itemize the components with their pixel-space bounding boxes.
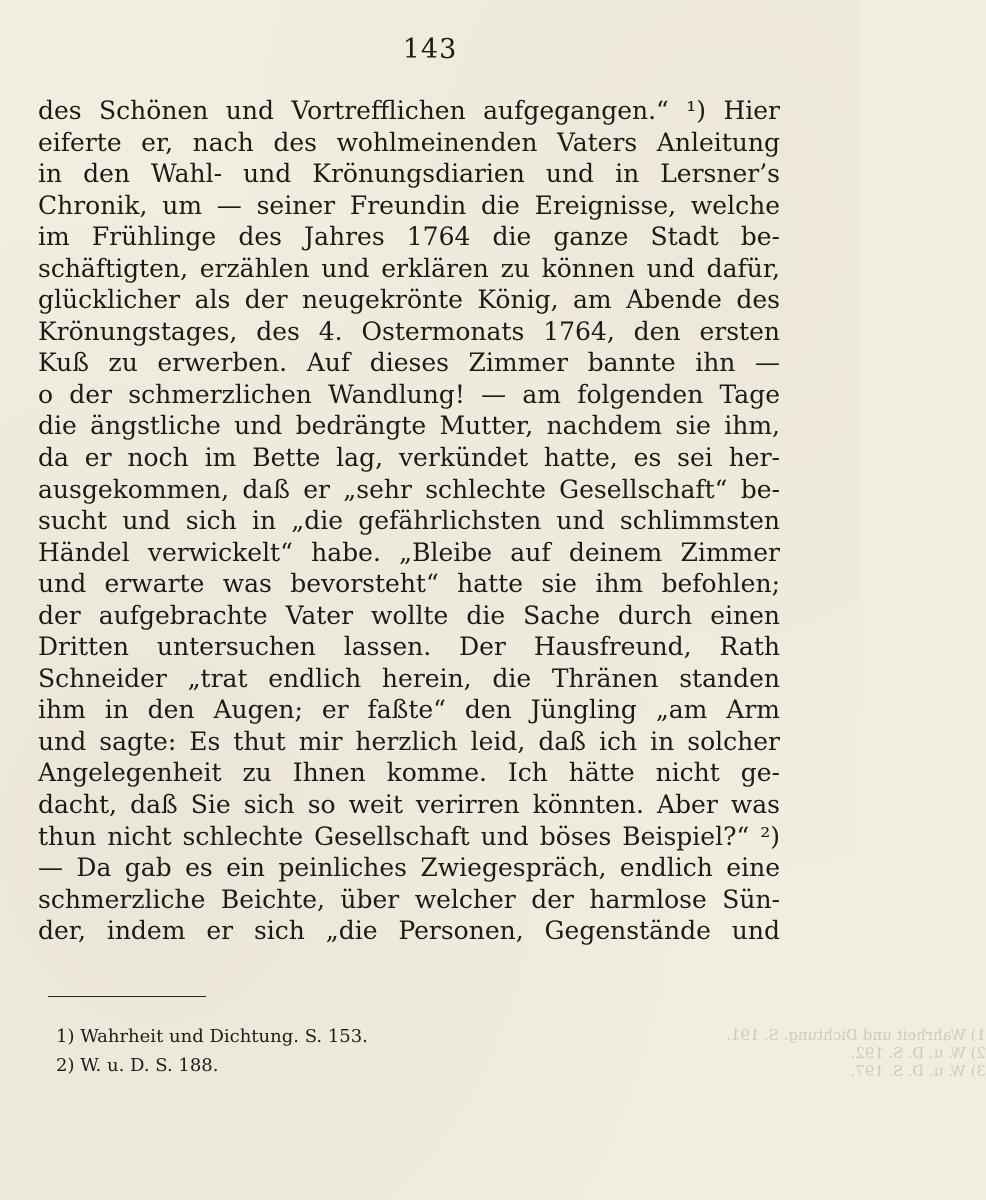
text-line: sucht und sich in „die gefährlichsten und schlimmsten	[38, 506, 780, 536]
text-line: der, indem er sich „die Personen, Gegenstände und	[38, 916, 780, 946]
bleed-through-text	[726, 1026, 986, 1080]
text-line: glücklicher als der neugekrönte König, am Abende des	[38, 285, 780, 315]
text-line: schmerzliche Beichte, über welcher der harmlose Sün-	[38, 884, 780, 914]
text-line: ihm in den Augen; er faßte“ den Jüngling „am Arm	[38, 695, 780, 725]
text-line: — Da gab es ein peinliches Zwiegespräch, endlich eine	[38, 853, 780, 883]
footnote-1: 1) Wahrheit und Dichtung. S. 153.	[56, 1026, 368, 1047]
text-line: des Schönen und Vortrefflichen aufgegangen.“ ¹) Hier	[38, 96, 780, 125]
text-line: schäftigten, erzählen und erklären zu können und dafür,	[38, 253, 780, 283]
text-line: Händel verwickelt“ habe. „Bleibe auf deinem Zimmer	[38, 537, 780, 567]
text-line: und erwarte was bevorsteht“ hatte sie ihm befohlen;	[38, 569, 780, 599]
text-line: eiferte er, nach des wohlmeinenden Vaters Anleitung	[38, 127, 780, 157]
text-line: Chronik, um — seiner Freundin die Ereignisse, welche	[38, 190, 780, 220]
footnotes	[56, 1022, 368, 1080]
bleed-line: 1) Wahrheit und Dichtung. S. 191.	[726, 1026, 986, 1044]
body-text	[38, 95, 780, 947]
text-line: die ängstliche und bedrängte Mutter, nachdem sie ihm,	[38, 411, 780, 441]
text-line: Krönungstages, des 4. Ostermonats 1764, den ersten	[38, 316, 780, 346]
footnote-2: 2) W. u. D. S. 188.	[56, 1055, 219, 1076]
text-line: in den Wahl- und Krönungsdiarien und in Lersner’s	[38, 159, 780, 189]
bleed-line: 2) W. u. D. S. 192.	[850, 1044, 986, 1062]
bleed-line: 3) W. u. D. S. 197.	[850, 1062, 986, 1080]
footnote-divider	[48, 996, 206, 997]
page-number: 143	[402, 34, 458, 65]
text-line: und sagte: Es thut mir herzlich leid, daß ich in solcher	[38, 726, 780, 756]
text-line: thun nicht schlechte Gesellschaft und böses Beispiel?“ ²)	[38, 821, 780, 851]
text-line: da er noch im Bette lag, verkündet hatte, es sei her-	[38, 443, 780, 473]
text-line: Dritten untersuchen lassen. Der Hausfreund, Rath	[38, 632, 780, 662]
text-line: Schneider „trat endlich herein, die Thränen standen	[38, 663, 780, 693]
text-line: dacht, daß Sie sich so weit verirren könnten. Aber was	[38, 790, 780, 820]
text-line: der aufgebrachte Vater wollte die Sache durch einen	[38, 600, 780, 630]
text-line: im Frühlinge des Jahres 1764 die ganze Stadt be-	[38, 222, 780, 252]
text-line: o der schmerzlichen Wandlung! — am folgenden Tage	[38, 379, 780, 409]
text-line: ausgekommen, daß er „sehr schlechte Gesellschaft“ be-	[38, 474, 780, 504]
text-line: Angelegenheit zu Ihnen komme. Ich hätte nicht ge-	[38, 758, 780, 788]
text-line: Kuß zu erwerben. Auf dieses Zimmer bannte ihn —	[38, 348, 780, 378]
